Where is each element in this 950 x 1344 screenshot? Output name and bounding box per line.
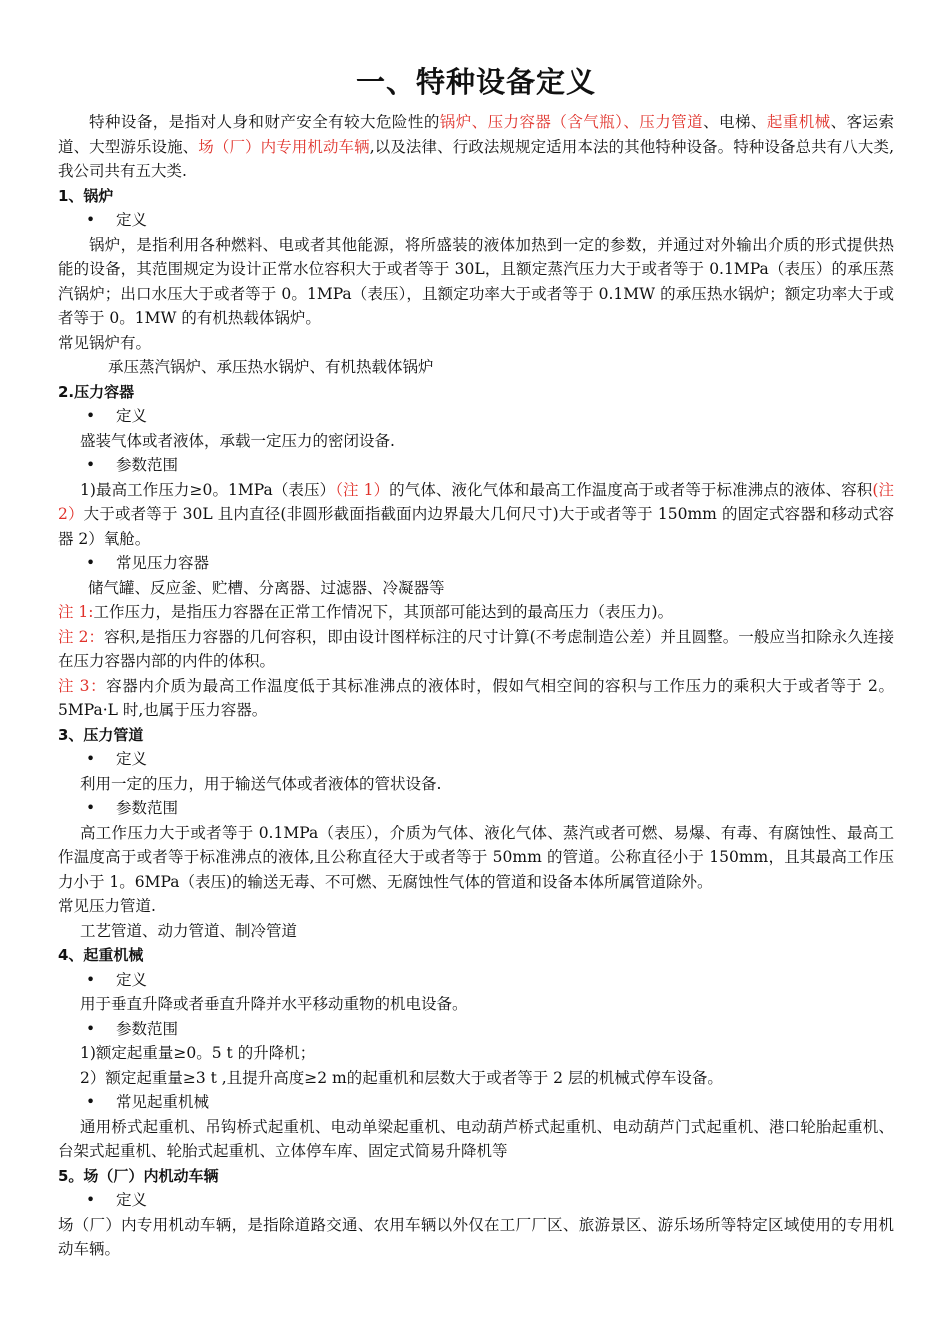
intro-highlight: 场（厂）内专用机动车辆 — [198, 137, 370, 156]
bullet-icon: • — [86, 211, 96, 229]
note-text: 容器内介质为最高工作温度低于其标准沸点的液体时，假如气相空间的容积与工作压力的乘积大于或者等于 2。5MPa·L 时,也属于压力容器。 — [58, 676, 895, 719]
document-page — [58, 62, 894, 1262]
vessel-definition: 盛装气体或者液体，承载一定压力的密闭设备. — [80, 431, 395, 450]
bullet-label: 常见起重机械 — [116, 1093, 210, 1111]
bullet-icon: • — [86, 1019, 96, 1038]
section-heading-pressure-pipe: 3、压力管道 — [58, 725, 144, 744]
intro-text: 、客运索道、大型游乐设施、 — [58, 113, 894, 156]
pipe-common-list: 工艺管道、动力管道、制冷管道 — [80, 921, 298, 940]
bullet-label: 常见压力容器 — [116, 554, 210, 572]
bullet-item — [58, 1188, 894, 1213]
bullet-item — [58, 968, 894, 993]
intro-highlight: 起重机械 — [766, 113, 831, 131]
bullet-item — [58, 1017, 894, 1042]
note-label: 注 2： — [58, 627, 105, 646]
bullet-label: 定义 — [116, 1191, 148, 1209]
section-heading-vehicles: 5。场（厂）内机动车辆 — [58, 1166, 219, 1185]
bullet-item — [58, 796, 894, 821]
intro-text: 、电梯、 — [703, 113, 767, 131]
bullet-item — [58, 208, 894, 233]
lifting-range-2: 2）额定起重量≥3 t ,且提升高度≥2 m的起重机和层数大于或者等于 2 层的机械式停车设备。 — [80, 1068, 723, 1087]
lifting-range-1: 1)额定起重量≥0。5 t 的升降机； — [80, 1044, 316, 1062]
pipe-common-label: 常见压力管道. — [58, 897, 156, 915]
range-text: 大于或者等于 30L 且内直径(非圆形截面指截面内边界最大几何尺寸)大于或者等于 150mm 的固定式容器和移动式容器 2）氧舱。 — [58, 505, 894, 548]
lifting-definition: 用于垂直升降或者垂直升降并水平移动重物的机电设备。 — [80, 995, 468, 1013]
bullet-icon: • — [86, 554, 96, 572]
bullet-label: 参数范围 — [116, 1019, 179, 1038]
bullet-item — [58, 747, 894, 772]
bullet-label: 定义 — [116, 750, 148, 768]
intro-text: 特种设备，是指对人身和财产安全有较大危险性的 — [89, 113, 440, 131]
bullet-icon: • — [86, 799, 96, 817]
page-title: 一、特种设备定义 — [355, 65, 596, 99]
section-heading-lifting: 4、起重机械 — [58, 946, 144, 964]
boiler-common-label: 常见锅炉有。 — [58, 333, 152, 352]
note-ref: (注 2） — [58, 480, 894, 523]
lifting-common-list: 通用桥式起重机、吊钩桥式起重机、电动单梁起重机、电动葫芦桥式起重机、电动葫芦门式起重机、港口轮胎起重机、台架式起重机、轮胎式起重机、立体停车库、固定式简易升降机等 — [58, 1117, 894, 1160]
note-label: 注 1: — [58, 603, 94, 621]
section-heading-boiler: 1、锅炉 — [58, 186, 114, 205]
bullet-label: 参数范围 — [116, 456, 179, 474]
bullet-item — [58, 1090, 894, 1115]
note-3 — [58, 674, 894, 723]
bullet-label: 定义 — [116, 970, 148, 989]
range-text: 的气体、液化气体和最高工作温度高于或者等于标准沸点的液体、容积 — [389, 480, 873, 499]
pipe-range: 高工作压力大于或者等于 0.1MPa（表压），介质为气体、液化气体、蒸汽或者可燃、易爆、有毒、有腐蚀性、最高工作温度高于或者等于标准沸点的液体,且公称直径大于或者等于 50mm 的管道。公称直径小于 150mm，且其最高工作压力小于 1。6MPa（表压)的输送无毒、不可燃、无腐蚀性气体的管道和设备本体所属管道除外。 — [58, 823, 894, 891]
note-ref: （注 1） — [335, 480, 390, 499]
bullet-icon: • — [86, 970, 96, 989]
bullet-icon: • — [86, 1191, 96, 1209]
intro-highlight: 锅炉、压力容器（含气瓶）、压力管道 — [439, 113, 704, 131]
boiler-common-list: 承压蒸汽锅炉、承压热水锅炉、有机热载体锅炉 — [108, 358, 434, 376]
intro-paragraph — [58, 110, 894, 184]
bullet-icon: • — [86, 750, 96, 768]
intro-text: ,以及法律、行政法规规定适用本法的其他特种设备。特种设备总共有八大类,我公司共有五大类. — [58, 137, 894, 180]
pipe-definition: 利用一定的压力，用于输送气体或者液体的管状设备. — [80, 774, 442, 793]
bullet-label: 定义 — [116, 211, 148, 229]
bullet-item — [58, 404, 894, 429]
bullet-label: 定义 — [116, 407, 148, 425]
bullet-icon: • — [86, 456, 96, 474]
bullet-item — [58, 551, 894, 576]
section-heading-pressure-vessel: 2.压力容器 — [58, 382, 135, 401]
note-text: 工作压力，是指压力容器在正常工作情况下，其顶部可能达到的最高压力（表压力)。 — [93, 603, 674, 621]
bullet-icon: • — [86, 407, 96, 425]
boiler-definition: 锅炉，是指利用各种燃料、电或者其他能源，将所盛装的液体加热到一定的参数，并通过对外输出介质的形式提供热能的设备，其范围规定为设计正常水位容积大于或者等于 30L，且额定蒸汽压力大于或者等于 0.1MPa（表压）的承压蒸汽锅炉；出口水压大于或者等于 0。1MPa（表压），且额定功率大于或者等于 0.1MW 的承压热水锅炉；额定功率大于或者等于 0。1MW 的有机热载体锅炉。 — [58, 235, 894, 327]
range-text: 1)最高工作压力≥0。1MPa（表压） — [80, 480, 336, 499]
note-1 — [58, 600, 894, 625]
vessel-common-list: 储气罐、反应釜、贮槽、分离器、过滤器、冷凝器等 — [88, 578, 445, 597]
bullet-icon: • — [86, 1093, 96, 1111]
vessel-range — [58, 478, 894, 552]
vehicles-definition: 场（厂）内专用机动车辆，是指除道路交通、农用车辆以外仅在工厂厂区、旅游景区、游乐场所等特定区域使用的专用机动车辆。 — [58, 1215, 894, 1258]
note-label: 注 3： — [58, 676, 107, 695]
bullet-label: 参数范围 — [116, 799, 179, 817]
bullet-item — [58, 453, 894, 478]
note-text: 容积,是指压力容器的几何容积，即由设计图样标注的尺寸计算(不考虑制造公差）并且圆整。一般应当扣除永久连接在压力容器内部的内件的体积。 — [58, 627, 894, 670]
note-2 — [58, 625, 894, 674]
